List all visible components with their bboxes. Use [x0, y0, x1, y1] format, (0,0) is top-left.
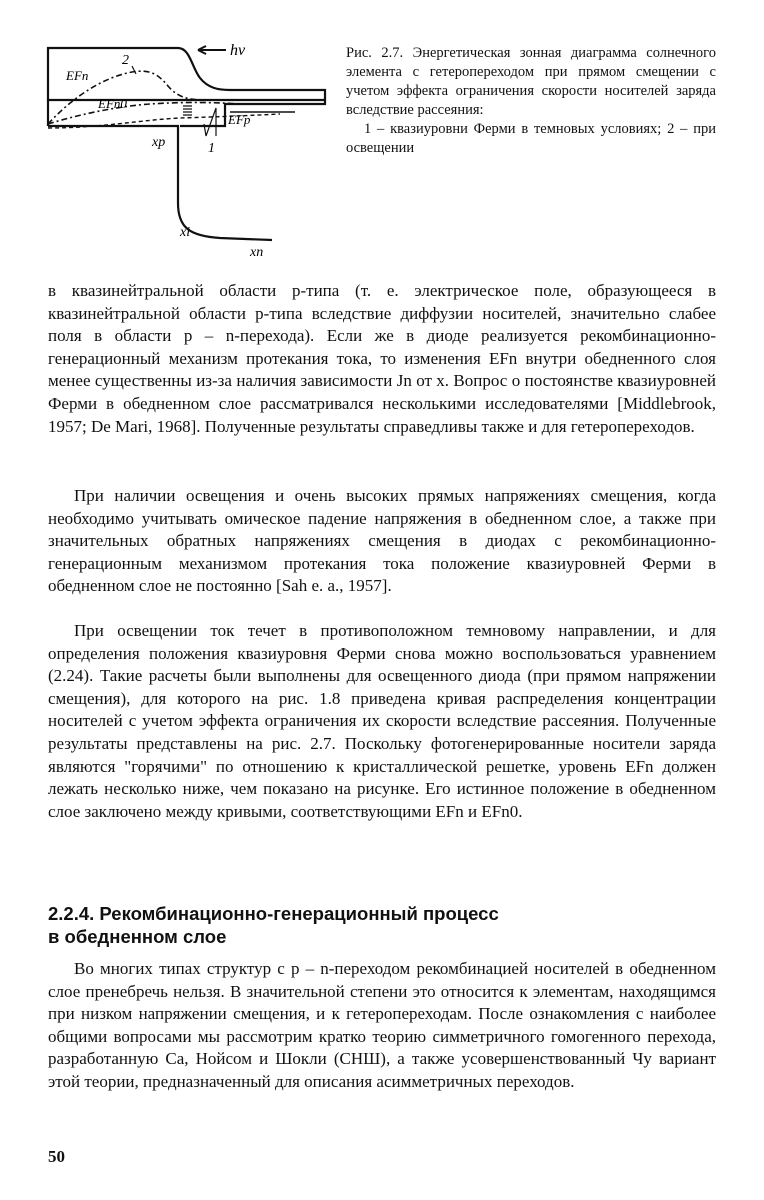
paragraph-1	[48, 280, 716, 438]
light-arrow-icon	[198, 46, 226, 54]
paragraph-4	[48, 958, 716, 1094]
figure-caption	[346, 44, 716, 158]
label-xp: xp	[152, 135, 166, 150]
paragraph-1-text: в квазинейтральной области p-типа (т. е. электрическое поле, образующееся в квазинейтральной области p-типа вследствие диффузии носителей, значительно слабее поля в области p – n-перехода). Если же в диоде реализуется рекомбинационно-генерационный механизм протекания тока, то изменения EFn внутри обедненного слоя менее существенны из-за наличия зависимости Jn от x. Вопрос о постоянстве квазиуровней Ферми в обедненном слое рассматривался несколькими исследователями [Middlebrook, 1957; De Mari, 1968]. Полученные результаты справедливы также и для гетеропереходов.	[48, 281, 716, 436]
label-efp: EFp	[228, 112, 251, 127]
label-2: 2	[122, 53, 129, 68]
label-xn: xn	[250, 245, 264, 260]
page-number: 50	[48, 1147, 65, 1166]
label-1: 1	[208, 141, 215, 156]
paragraph-3-text: При освещении ток течет в противоположном темновому направлении, и для определения положения квазиуровня Ферми снова можно воспользоваться уравнением (2.24). Такие расчеты были выполнены для освещенного диода (при прямом напряжении смещения), для которого на рис. 1.8 приведена кривая распределения концентрации носителей с учетом эффекта ограничения их скорости вследствие рассеяния. Полученные результаты представлены на рис. 2.7. Поскольку фотогенерированные носители заряда являются "горячими" по отношению к кристаллической решетке, уровень EFn должен лежать несколько ниже, чем показано на рисунке. Его истинное положение в обедненном слое заключено между кривыми, соответствующими EFn и EFn0.	[48, 621, 716, 821]
section-heading	[48, 902, 716, 948]
section-heading-line2: в обедненном слое	[48, 926, 227, 947]
paragraph-2	[48, 485, 716, 598]
label-efn: EFn	[66, 68, 89, 83]
paragraph-4-text: Во многих типах структур с p – n-переходом рекомбинацией носителей в обедненном слое пренебречь нельзя. В значительной степени это относится к элементам, находящимся при низком напряжении смещения, и к гетеропереходам. После ознакомления с наиболее общими вопросами мы рассмотрим кратко теорию симметричного гомогенного перехода, разработанную Са, Нойсом и Шокли (СНШ), а также усовершенствованный Чу вариант этой теории, предназначенный для описания асимметричных переходов.	[48, 959, 716, 1091]
band-diagram	[40, 28, 330, 268]
conduction-band-edge	[48, 48, 325, 100]
paragraph-2-text: При наличии освещения и очень высоких прямых напряжениях смещения, когда необходимо учитывать омическое падение напряжения в обедненном слое, а также при значительных обратных напряжениях смещения в диодах с рекомбинационно-генерационным механизмом протекания тока положение квазиуровней Ферми в обедненном слое не постоянно [Sah e. a., 1957].	[48, 486, 716, 596]
label-efn0: EFn0	[98, 96, 127, 111]
section-heading-line1: 2.2.4. Рекомбинационно-генерационный процесс	[48, 903, 499, 924]
caption-item: 1 – квазиуровни Ферми в темновых условиях; 2 – при освещении	[346, 121, 716, 156]
label-xi: xi	[180, 225, 191, 240]
band-diagram-figure	[40, 28, 330, 268]
caption-title: Рис. 2.7. Энергетическая зонная диаграмма солнечного элемента с гетеропереходом при прямом смещении с учетом эффекта ограничения скорости носителей заряда вследствие рассеяния:	[346, 45, 716, 118]
paragraph-3	[48, 620, 716, 823]
label-hv: hν	[230, 42, 246, 59]
